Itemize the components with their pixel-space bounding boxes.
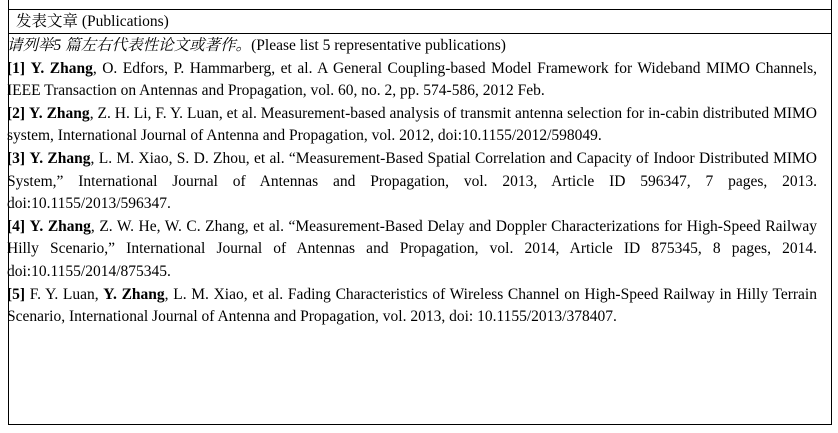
publication-item: [7, 58, 817, 103]
instruction-cn: 请列举5 篇左右代表性论文或著作。: [7, 37, 252, 54]
publication-item: [7, 103, 817, 148]
publication-number: [5]: [7, 285, 26, 303]
publication-highlight-author: Y. Zhang: [103, 285, 165, 303]
publication-item: [7, 216, 817, 284]
publication-number: [4]: [7, 217, 26, 235]
publication-number: [2]: [7, 104, 26, 122]
publication-details: , L. M. Xiao, S. D. Zhou, et al. “Measurement-Based Spatial Correlation and Capacity of Indoor Distributed MIMO System,” International Journal of Antennas and Propagation, vol. 2013, Article ID 596347, 7 pages, 2013. doi:10.1155/2013/596347.: [7, 149, 817, 213]
publication-details: , O. Edfors, P. Hammarberg, et al. A General Coupling-based Model Framework for Wideband MIMO Channels, IEEE Transaction on Antennas and Propagation, vol. 60, no. 2, pp. 574-586, 2012 Feb.: [7, 59, 817, 100]
publication-item: [7, 148, 817, 216]
section-header: [9, 10, 831, 34]
publication-authors-before: F. Y. Luan,: [29, 285, 104, 303]
publication-highlight-author: Y. Zhang: [29, 149, 91, 167]
publication-highlight-author: Y. Zhang: [29, 104, 90, 122]
publication-number: [1]: [7, 59, 26, 77]
publication-highlight-author: Y. Zhang: [30, 59, 93, 77]
publication-details: , L. M. Xiao, et al. Fading Characteristics of Wireless Channel on High-Speed Railway in Hilly Terrain Scenario, International Journal of Antenna and Propagation, vol. 2013, doi: 10.1155/2013/378407.: [7, 285, 817, 326]
publication-item: [7, 284, 817, 329]
publication-number: [3]: [7, 149, 26, 167]
publication-highlight-author: Y. Zhang: [29, 217, 91, 235]
publications-content: [7, 35, 817, 329]
instruction-en: (Please list 5 representative publications): [251, 37, 506, 54]
publication-details: , Z. H. Li, F. Y. Luan, et al. Measurement-based analysis of transmit antenna selection for in-cabin distributed MIMO system, International Journal of Antenna and Propagation, vol. 2012, doi:10.1155/2012/598049.: [7, 104, 817, 145]
publication-details: , Z. W. He, W. C. Zhang, et al. “Measurement-Based Delay and Doppler Characterizations for High-Speed Railway Hilly Scenario,” International Journal of Antennas and Propagation, vol. 2014, Article ID 875345, 8 pages, 2014. doi:10.1155/2014/875345.: [7, 217, 817, 280]
section-title: 发表文章 (Publications): [16, 13, 169, 30]
instruction-line: [7, 35, 817, 58]
